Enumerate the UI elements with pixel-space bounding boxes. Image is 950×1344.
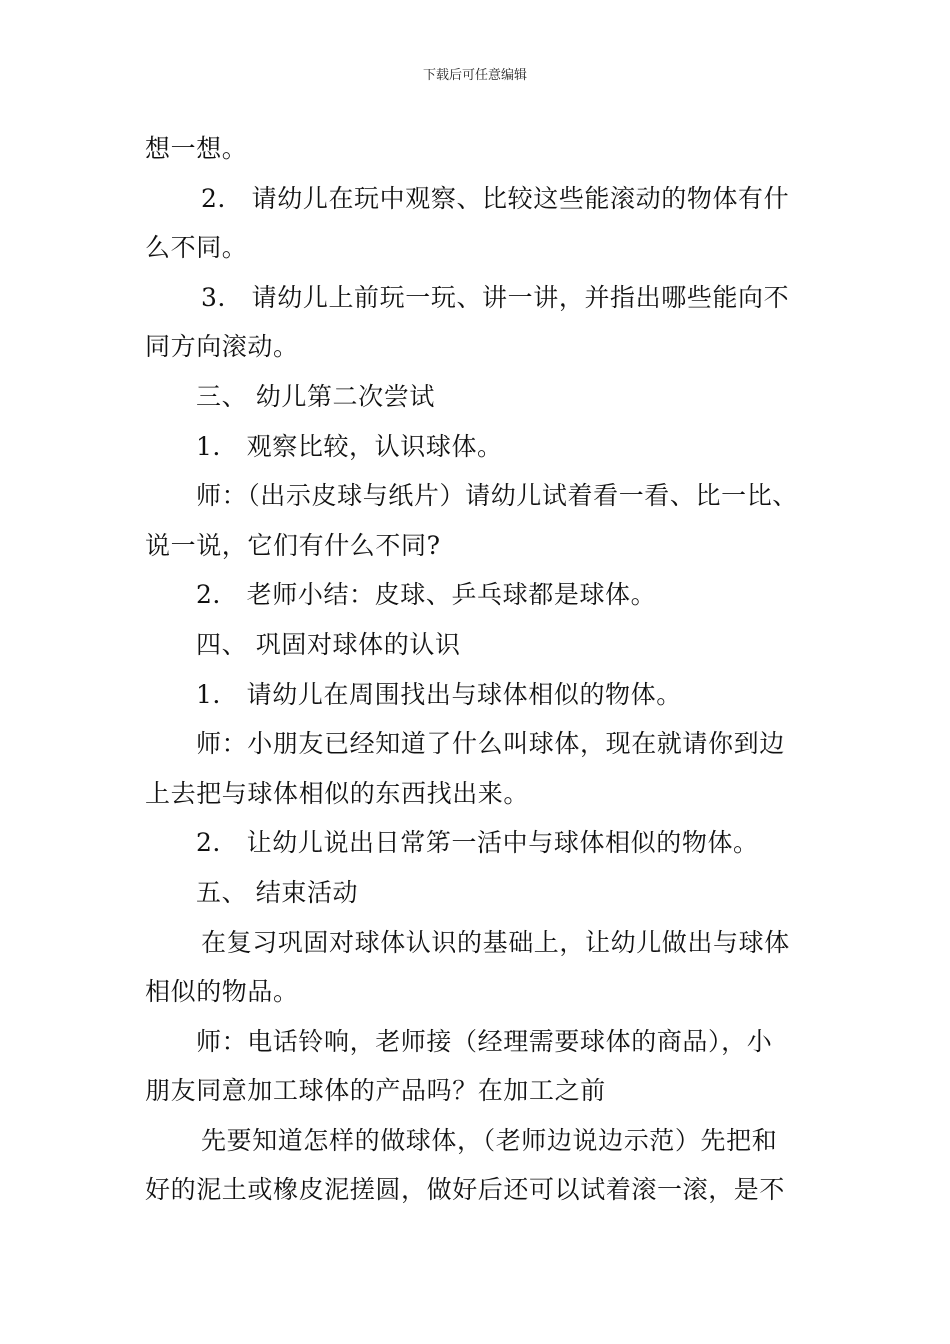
section-heading: 三、 幼儿第二次尝试 (196, 381, 435, 411)
text-line: 么不同。 (145, 233, 248, 263)
text-line: 先要知道怎样的做球体，（老师边说边示范）先把和 (201, 1125, 778, 1155)
section-heading: 五、 结束活动 (196, 877, 359, 907)
text-line: 上去把与球体相似的东西找出来。 (145, 778, 530, 808)
text-line: 好的泥土或橡皮泥搓圆，做好后还可以试着滚一滚，是不 (145, 1175, 786, 1205)
text-line: 2． 老师小结：皮球、乒乓球都是球体。 (196, 580, 657, 610)
text-line: 师：电话铃响，老师接（经理需要球体的商品），小 (196, 1026, 773, 1056)
text-line: 2． 让幼儿说出日常笫一活中与球体相似的物体。 (196, 828, 759, 858)
text-line: 1． 请幼儿在周围找出与球体相似的物体。 (196, 679, 682, 709)
document-body (145, 124, 825, 1215)
text-line: 师：（出示皮球与纸片）请幼儿试着看一看、比一比、 (196, 481, 798, 511)
text-line: 1． 观察比较，认识球体。 (196, 431, 503, 461)
section-heading: 四、 巩固对球体的认识 (196, 629, 461, 659)
text-line: 在复习巩固对球体认识的基础上，让幼儿做出与球体 (201, 927, 790, 957)
page-header: 下载后可任意编辑 (422, 68, 527, 83)
text-line: 师：小朋友已经知道了什么叫球体，现在就请你到边 (196, 729, 785, 759)
text-line: 同方向滚动。 (145, 332, 299, 362)
text-line: 想一想。 (145, 134, 248, 163)
text-line: 朋友同意加工球体的产品吗？在加工之前 (145, 1076, 606, 1106)
text-line: 2． 请幼儿在玩中观察、比较这些能滚动的物体有什 (201, 183, 790, 213)
text-line: 相似的物品。 (145, 977, 299, 1007)
text-line: 说一说，它们有什么不同? (145, 530, 441, 560)
text-line: 3． 请幼儿上前玩一玩、讲一讲，并指出哪些能向不 (201, 282, 790, 312)
